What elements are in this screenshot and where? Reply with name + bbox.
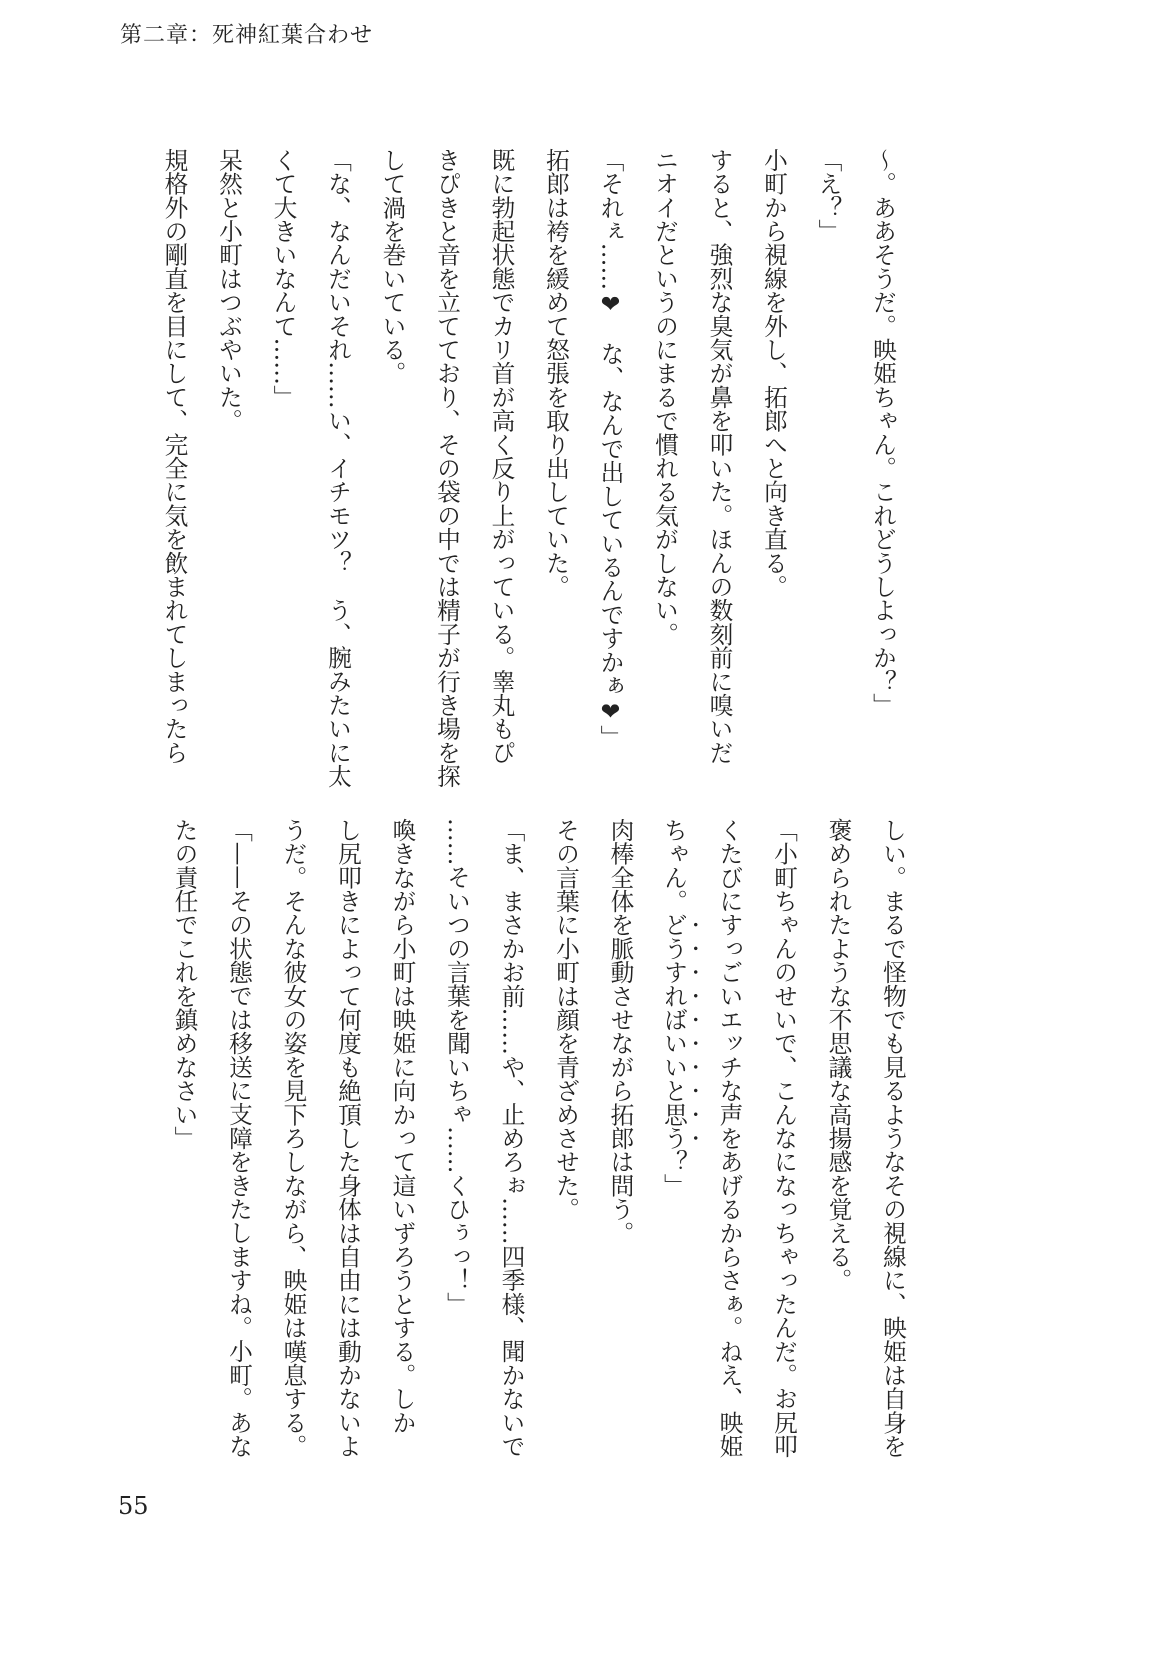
- text-column: して渦を巻いている。: [378, 148, 407, 385]
- text-column: うだ。そんな彼女の姿を見下ろしながら、映姫は嘆息する。: [279, 818, 308, 1458]
- text-segment: ちゃん。: [660, 818, 688, 913]
- text-column: 喚きながら小町は映姫に向かって這いずろうとする。しか: [388, 818, 417, 1435]
- text-column: 「小町ちゃんのせいで、こんなになっちゃったんだ。お尻叩: [770, 818, 798, 1458]
- text-column: 「ま、まさかお前……や、止めろぉ……四季様、聞かないで: [497, 818, 526, 1458]
- text-column: くたびにすっごいエッチな声をあげるからさぁ。ねえ、映姫: [715, 818, 744, 1458]
- text-column: 拓郎は袴を緩めて怒張を取り出していた。: [542, 148, 570, 599]
- text-column: くて大きいなんて……」: [269, 148, 298, 409]
- text-column: ニオイだというのにまるで慣れる気がしない。: [651, 148, 679, 646]
- chapter-header: 第二章：死神紅葉合わせ: [120, 23, 374, 48]
- text-column: しい。まるで怪物でも見るようなその視線に、映姫は自身を: [879, 818, 907, 1458]
- lower-text-block: [157, 818, 920, 1458]
- text-column: 肉棒全体を脈動させながら拓郎は問う。: [606, 818, 635, 1245]
- text-column: 小町から視線を外し、拓郎へと向き直る。: [760, 148, 788, 599]
- text-column: きぴきと音を立てており、その袋の中では精子が行き場を探: [433, 148, 461, 788]
- text-column: ……そいつの言葉を聞いちゃ……くひぅっ！」: [443, 818, 471, 1316]
- text-column: 規格外の剛直を目にして、完全に気を飲まれてしまったら: [160, 148, 189, 765]
- text-column: 「——その状態では移送に支障をきたしますね。小町。あな: [225, 818, 253, 1458]
- text-column: 既に勃起状態でカリ首が高く反り上がっている。睾丸もぴ: [487, 148, 516, 765]
- text-column: 「え？」: [814, 148, 843, 243]
- page-number: 55: [118, 1492, 149, 1520]
- text-column: し尻叩きによって何度も絶頂した身体は自由には動かないよ: [334, 818, 362, 1458]
- text-column: すると、強烈な臭気が鼻を叩いた。ほんの数刻前に嗅いだ: [705, 148, 734, 765]
- text-column: たの責任でこれを鎮めなさい」: [170, 818, 199, 1150]
- text-column: 「それぇ……❤ な、なんで出しているんですかぁ❤」: [596, 148, 625, 750]
- text-column: 褒められたような不思議な高揚感を覚える。: [824, 818, 853, 1292]
- emphasized-text: どうすればいいと思う: [660, 912, 688, 1150]
- text-column: その言葉に小町は顔を青ざめさせた。: [552, 818, 580, 1221]
- upper-text-block: [147, 148, 910, 788]
- text-column: 呆然と小町はつぶやいた。: [215, 148, 243, 433]
- text-column: 〜。ああそうだ。映姫ちゃん。これどうしよっか？」: [869, 148, 897, 717]
- text-segment: ？」: [660, 1149, 688, 1198]
- text-column-with-emphasis: [648, 818, 703, 1458]
- text-column: 「な、なんだいそれ……い、イチモツ？ う、腕みたいに太: [324, 148, 352, 788]
